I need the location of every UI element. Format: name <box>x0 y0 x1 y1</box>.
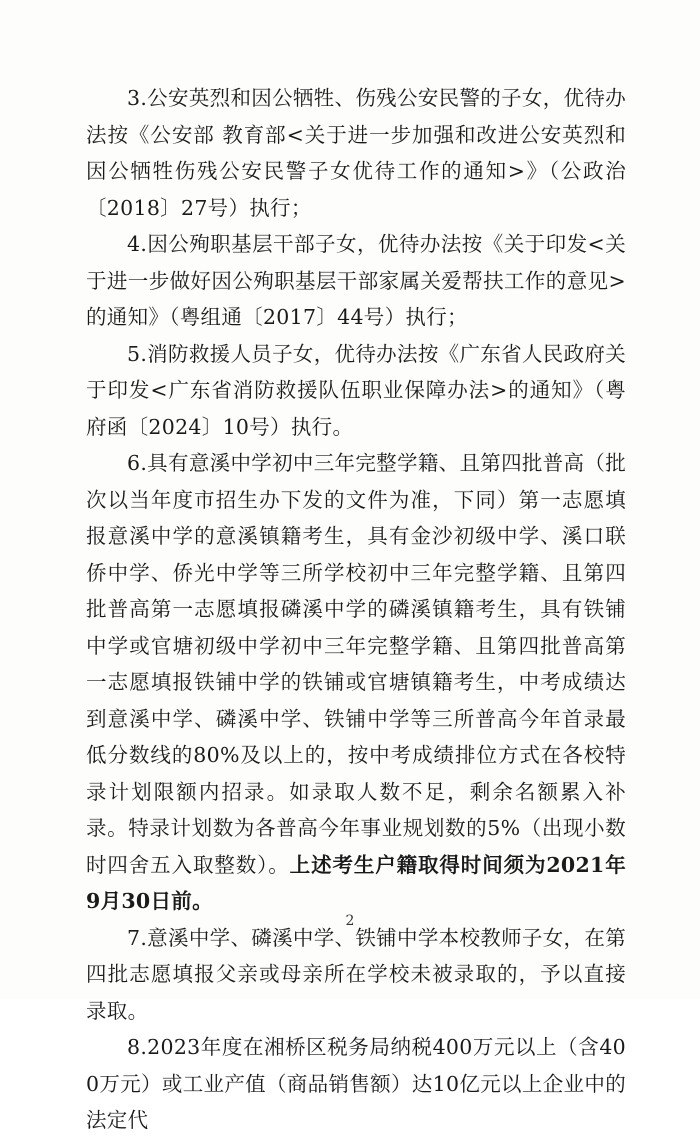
page-number: 2 <box>345 913 355 929</box>
paragraph-text: 8.2023年度在湘桥区税务局纳税400万元以上（含400万元）或工业产值（商品销售额）达10亿元以上企业中的法定代 <box>86 1035 626 1132</box>
paragraph-item-7 <box>86 920 626 1030</box>
paragraph-text: 6.具有意溪中学初中三年完整学籍、且第四批普高（批次以当年度市招生办下发的文件为准，下同）第一志愿填报意溪中学的意溪镇籍考生，具有金沙初级中学、溪口联侨中学、侨光中学等三所学校初中三年完整学籍、且第四批普高第一志愿填报磷溪中学的磷溪镇籍考生，具有铁铺中学或官塘初级中学初中三年完整学籍、且第四批普高第一志愿填报铁铺中学的铁铺或官塘镇籍考生，中考成绩达到意溪中学、磷溪中学、铁铺中学等三所普高今年首录最低分数线的80%及以上的，按中考成绩排位方式在各校特录计划限额内招录。如录取人数不足，剩余名额累入补录。特录计划数为各普高今年事业规划数的5%（出现小数时四舍五入取整数）。 <box>86 451 626 877</box>
paragraph-item-3 <box>86 80 626 226</box>
document-body <box>86 80 626 1139</box>
paragraph-item-6 <box>86 445 626 920</box>
bold-emphasis-text: 上述考生户籍取得时间须为2021年9月30日前。 <box>86 852 627 913</box>
paragraph-text: 7.意溪中学、磷溪中学、铁铺中学本校教师子女，在第四批志愿填报父亲或母亲所在学校未被录取的，予以直接录取。 <box>86 925 626 1023</box>
paragraph-item-8 <box>86 1029 626 1139</box>
paragraph-text: 3.公安英烈和因公牺牲、伤残公安民警的子女，优待办法按《公安部 教育部<关于进一步加强和改进公安英烈和因公牺牲伤残公安民警子女优待工作的通知>》（公政治〔2018〕27号）执行； <box>86 86 626 220</box>
paragraph-text: 5.消防救援人员子女，优待办法按《广东省人民政府关于印发<广东省消防救援队伍职业保障办法>的通知》（粤府函〔2024〕10号）执行。 <box>86 341 626 439</box>
paragraph-item-5 <box>86 336 626 446</box>
paragraph-text: 4.因公殉职基层干部子女，优待办法按《关于印发<关于进一步做好因公殉职基层干部家属关爱帮扶工作的意见>的通知》（粤组通〔2017〕44号）执行； <box>86 232 626 329</box>
paragraph-item-4 <box>86 226 626 336</box>
